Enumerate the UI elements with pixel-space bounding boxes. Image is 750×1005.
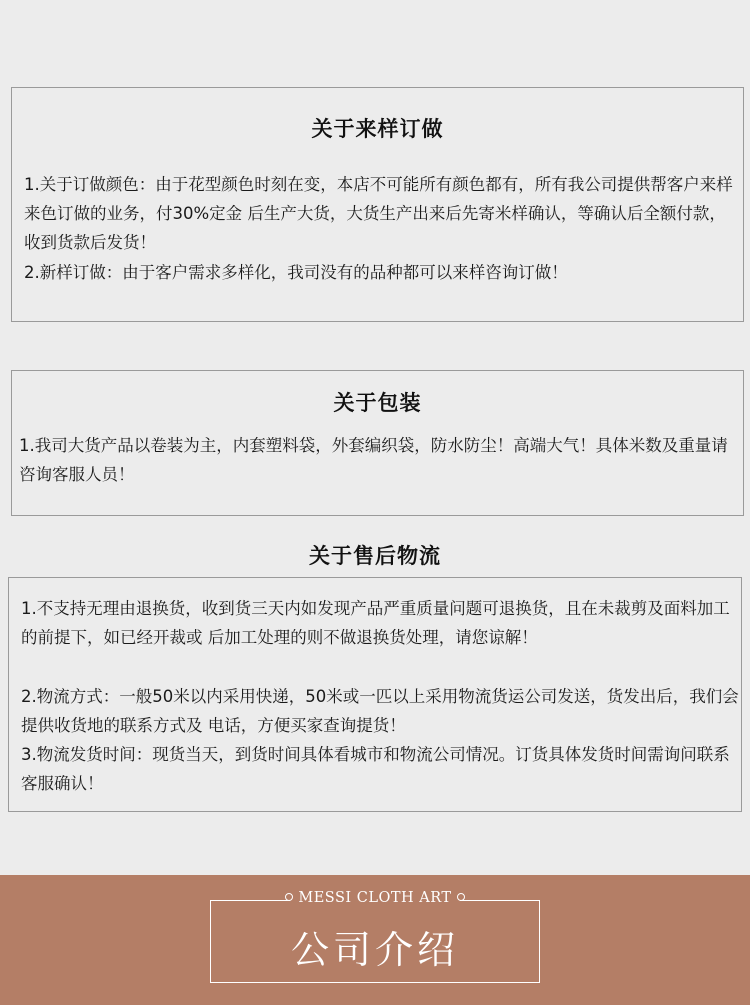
- section-title: 关于售后物流: [309, 544, 441, 568]
- circle-icon: [457, 893, 465, 901]
- section-title: 关于来样订做: [311, 117, 444, 141]
- company-intro-banner: [0, 875, 750, 1005]
- packaging-section: [11, 370, 744, 516]
- custom-order-section: [11, 87, 744, 322]
- paragraph: 1.不支持无理由退换货，收到货三天内如发现产品严重质量问题可退换货，且在未裁剪及面料加工的前提下，如已经开裁或 后加工处理的则不做退换货处理，请您谅解！: [21, 599, 730, 647]
- paragraph: 2.物流方式：一般50米以内采用快递，50米或一匹以上采用物流货运公司发送，货发出后，我们会提供收货地的联系方式及 电话，方便买家查询提货！: [21, 687, 739, 735]
- paragraph: 1.我司大货产品以卷装为主，内套塑料袋，外套编织袋，防水防尘！高端大气！具体米数及重量请咨询客服人员！: [19, 436, 728, 484]
- paragraph: 1.关于订做颜色：由于花型颜色时刻在变，本店不可能所有颜色都有，所有我公司提供帮客户来样来色订做的业务，付30%定金 后生产大货，大货生产出来后先寄米样确认，等确认后全额付款，收到货款后发货！: [24, 175, 733, 252]
- section-title: 关于包装: [333, 391, 422, 415]
- after-sales-section: [8, 577, 742, 812]
- brand-name: MESSI CLOTH ART: [298, 890, 452, 906]
- paragraph: 3.物流发货时间：现货当天，到货时间具体看城市和物流公司情况。订货具体发货时间需询问联系客服确认！: [21, 745, 730, 793]
- circle-icon: [285, 893, 293, 901]
- brand-tagline: [0, 890, 750, 906]
- banner-title: 公司介绍: [290, 928, 459, 972]
- paragraph: 2.新样订做：由于客户需求多样化，我司没有的品种都可以来样咨询订做！: [24, 263, 568, 282]
